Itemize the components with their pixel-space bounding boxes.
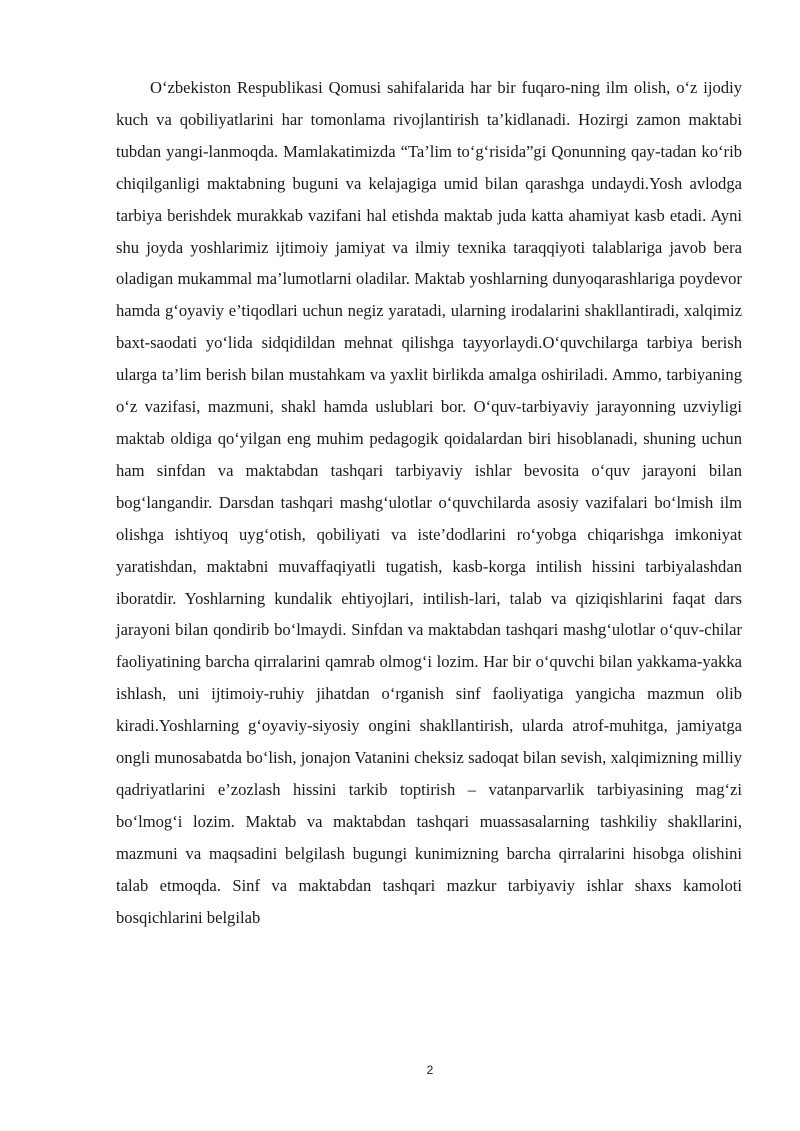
page-number: 2 [426,1063,434,1077]
body-paragraph: O‘zbekiston Respublikasi Qomusi sahifalarida har bir fuqaro-ning ilm olish, o‘z ijodiy kuch va qobiliyatlarini har tomonlama rivojlantirish ta’kidlanadi. Hozirgi zamon maktabi tubdan yangi-lanmoqda. Mamlakatimizda “Ta’lim to‘g‘risida”gi Qonunning qay-tadan ko‘rib chiqilganligi maktabning buguni va kelajagiga umid bilan qarashga undaydi.Yosh avlodga tarbiya berishdek murakkab vazifani hal etishda maktab juda katta ahamiyat kasb etadi. Ayni shu joyda yoshlarimiz ijtimoiy jamiyat va ilmiy texnika taraqqiyoti talablariga javob bera oladigan mukammal ma’lumotlarni oladilar. Maktab yoshlarning dunyoqarashlariga poydevor hamda g‘oyaviy e’tiqodlari uchun negiz yaratadi, ularning irodalarini shakllantiradi, xalqimiz baxt-saodati yo‘lida sidqidildan mehnat qilishga tayyorlaydi.O‘quvchilarga tarbiya berish ularga ta’lim berish bilan mustahkam va yaxlit birlikda amalga oshiriladi. Ammo, tarbiyaning o‘z vazifasi, mazmuni, shakl hamda uslublari bor. O‘quv-tarbiyaviy jarayonning uzviyligi maktab oldiga qo‘yilgan eng muhim pedagogik qoidalardan biri hisoblanadi, shuning uchun ham sinfdan va maktabdan tashqari tarbiyaviy ishlar bevosita o‘quv jarayoni bilan bog‘langandir. Darsdan tashqari mashg‘ulotlar o‘quvchilarda asosiy vazifalari bo‘lmish ilm olishga ishtiyoq uyg‘otish, qobiliyati va iste’dodlarini ro‘yobga chiqarishga imkoniyat yaratishdan, maktabni muvaffaqiyatli tugatish, kasb-korga intilish hissini tarbiyalashdan iboratdir. Yoshlarning kundalik ehtiyojlari, intilish-lari, talab va qiziqishlarini faqat dars jarayoni bilan qondirib bo‘lmaydi. Sinfdan va maktabdan tashqari mashg‘ulotlar o‘quv-chilar faoliyatining barcha qirralarini qamrab olmog‘i lozim. Har bir o‘quvchi bilan yakkama-yakka ishlash, uni ijtimoiy-ruhiy jihatdan o‘rganish sinf faoliyatiga yangicha mazmun olib kiradi.Yoshlarning g‘oyaviy-siyosiy ongini shakllantirish, ularda atrof-muhitga, jamiyatga ongli munosabatda bo‘lish, jonajon Vatanini cheksiz sadoqat bilan sevish, xalqimizning milliy qadriyatlarini e’zozlash hissini tarkib toptirish – vatanparvarlik tarbiyasining mag‘zi bo‘lmog‘i lozim. Maktab va maktabdan tashqari muassasalarning tashkiliy shakllarini, mazmuni va maqsadini belgilash bugungi kunimizning barcha qirralarini hisobga olishini talab etmoqda. Sinf va maktabdan tashqari mazkur tarbiyaviy ishlar shaxs kamoloti bosqichlarini belgilab [116,78,742,927]
